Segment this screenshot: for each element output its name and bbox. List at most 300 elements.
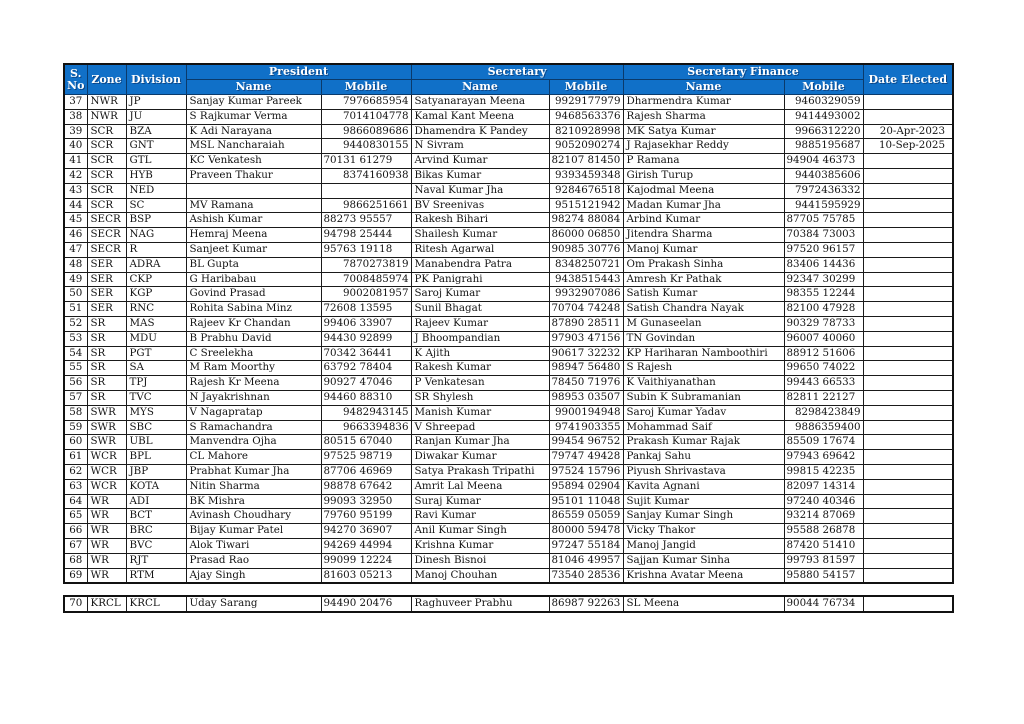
cell-zone: SCR xyxy=(87,198,126,213)
cell-division: BVC xyxy=(126,538,186,553)
cell-sno: 41 xyxy=(64,154,87,169)
cell-s_name: Krishna Kumar xyxy=(411,538,549,553)
cell-division: HYB xyxy=(126,168,186,183)
cell-zone: SCR xyxy=(87,183,126,198)
cell-date xyxy=(863,450,953,465)
cell-p_name: Uday Sarang xyxy=(186,596,321,612)
cell-p_name: B Prabhu David xyxy=(186,331,321,346)
cell-f_name: Mohammad Saif xyxy=(623,420,784,435)
cell-p_mobile: 9866251661 xyxy=(321,198,411,213)
cell-date xyxy=(863,154,953,169)
cell-zone: SCR xyxy=(87,168,126,183)
cell-p_mobile: 79760 95199 xyxy=(321,509,411,524)
cell-p_name: N Jayakrishnan xyxy=(186,390,321,405)
cell-sno: 55 xyxy=(64,361,87,376)
cell-zone: SR xyxy=(87,316,126,331)
cell-p_mobile: 95763 19118 xyxy=(321,242,411,257)
table-row xyxy=(64,95,953,110)
cell-p_name: Prasad Rao xyxy=(186,553,321,568)
header-secretary-finance-name: Name xyxy=(623,80,784,95)
cell-division: R xyxy=(126,242,186,257)
cell-p_name: Rajeev Kr Chandan xyxy=(186,316,321,331)
cell-date xyxy=(863,287,953,302)
cell-f_name: Manoj Jangid xyxy=(623,538,784,553)
cell-s_mobile: 97524 15796 xyxy=(549,464,623,479)
cell-s_mobile: 79747 49428 xyxy=(549,450,623,465)
cell-s_mobile: 9900194948 xyxy=(549,405,623,420)
cell-p_mobile: 81603 05213 xyxy=(321,568,411,583)
cell-s_name: J Bhoompandian xyxy=(411,331,549,346)
krcl-table-body xyxy=(64,596,953,612)
cell-f_mobile: 9414493002 xyxy=(784,109,863,124)
cell-f_mobile: 94904 46373 xyxy=(784,154,863,169)
cell-f_name: KP Hariharan Namboothiri xyxy=(623,346,784,361)
cell-s_mobile: 87890 28511 xyxy=(549,316,623,331)
cell-f_mobile: 9460329059 xyxy=(784,95,863,110)
cell-sno: 67 xyxy=(64,538,87,553)
cell-division: KGP xyxy=(126,287,186,302)
cell-p_mobile: 87706 46969 xyxy=(321,464,411,479)
cell-sno: 39 xyxy=(64,124,87,139)
cell-p_mobile: 99406 33907 xyxy=(321,316,411,331)
cell-p_name: S Rajkumar Verma xyxy=(186,109,321,124)
cell-date xyxy=(863,242,953,257)
cell-p_mobile: 9866089686 xyxy=(321,124,411,139)
cell-f_name: Kavita Agnani xyxy=(623,479,784,494)
cell-zone: SWR xyxy=(87,420,126,435)
cell-zone: SR xyxy=(87,376,126,391)
cell-p_name: Govind Prasad xyxy=(186,287,321,302)
cell-s_name: PK Panigrahi xyxy=(411,272,549,287)
cell-sno: 63 xyxy=(64,479,87,494)
table-row xyxy=(64,479,953,494)
cell-date xyxy=(863,376,953,391)
cell-zone: SER xyxy=(87,287,126,302)
krcl-row-table xyxy=(63,595,954,613)
cell-date xyxy=(863,509,953,524)
cell-sno: 38 xyxy=(64,109,87,124)
cell-s_mobile: 99454 96752 xyxy=(549,435,623,450)
cell-p_mobile: 80515 67040 xyxy=(321,435,411,450)
cell-s_name: Naval Kumar Jha xyxy=(411,183,549,198)
cell-division: GTL xyxy=(126,154,186,169)
cell-division: SC xyxy=(126,198,186,213)
cell-s_mobile: 9932907086 xyxy=(549,287,623,302)
table-row xyxy=(64,198,953,213)
cell-s_name: Amrit Lal Meena xyxy=(411,479,549,494)
cell-zone: SWR xyxy=(87,435,126,450)
cell-p_name: Praveen Thakur xyxy=(186,168,321,183)
cell-sno: 44 xyxy=(64,198,87,213)
cell-s_mobile: 8210928998 xyxy=(549,124,623,139)
cell-s_name: Anil Kumar Singh xyxy=(411,524,549,539)
cell-zone: WCR xyxy=(87,464,126,479)
table-row xyxy=(64,509,953,524)
header-secretary-finance-mobile: Mobile xyxy=(784,80,863,95)
cell-zone: SR xyxy=(87,390,126,405)
cell-division: GNT xyxy=(126,139,186,154)
cell-f_name: Sanjay Kumar Singh xyxy=(623,509,784,524)
table-row xyxy=(64,228,953,243)
cell-zone: SCR xyxy=(87,154,126,169)
cell-division: BRC xyxy=(126,524,186,539)
cell-division: BZA xyxy=(126,124,186,139)
cell-zone: SCR xyxy=(87,124,126,139)
cell-zone: SER xyxy=(87,302,126,317)
cell-s_mobile: 86000 06850 xyxy=(549,228,623,243)
cell-division: BSP xyxy=(126,213,186,228)
cell-f_name: Manoj Kumar xyxy=(623,242,784,257)
cell-s_name: Sunil Bhagat xyxy=(411,302,549,317)
cell-p_mobile: 9482943145 xyxy=(321,405,411,420)
cell-date: 20-Apr-2023 xyxy=(863,124,953,139)
cell-p_mobile: 72608 13595 xyxy=(321,302,411,317)
cell-s_mobile: 90617 32232 xyxy=(549,346,623,361)
cell-f_name: Subin K Subramanian xyxy=(623,390,784,405)
cell-p_name: M Ram Moorthy xyxy=(186,361,321,376)
cell-s_name: V Shreepad xyxy=(411,420,549,435)
cell-s_name: Dhamendra K Pandey xyxy=(411,124,549,139)
table-row xyxy=(64,242,953,257)
cell-date xyxy=(863,346,953,361)
cell-f_name: Sajjan Kumar Sinha xyxy=(623,553,784,568)
cell-f_name: Krishna Avatar Meena xyxy=(623,568,784,583)
cell-date xyxy=(863,524,953,539)
office-bearers-table xyxy=(63,63,954,584)
cell-p_name: Ajay Singh xyxy=(186,568,321,583)
cell-zone: SWR xyxy=(87,405,126,420)
cell-date xyxy=(863,596,953,612)
cell-p_name: CL Mahore xyxy=(186,450,321,465)
cell-division: KRCL xyxy=(126,596,186,612)
cell-f_mobile: 83406 14436 xyxy=(784,257,863,272)
cell-s_mobile: 98953 03507 xyxy=(549,390,623,405)
cell-division: JBP xyxy=(126,464,186,479)
table-row xyxy=(64,302,953,317)
cell-s_mobile: 78450 71976 xyxy=(549,376,623,391)
cell-p_mobile: 94270 36907 xyxy=(321,524,411,539)
cell-f_mobile: 87705 75785 xyxy=(784,213,863,228)
cell-f_name: Amresh Kr Pathak xyxy=(623,272,784,287)
cell-f_name: Om Prakash Sinha xyxy=(623,257,784,272)
cell-sno: 58 xyxy=(64,405,87,420)
cell-sno: 60 xyxy=(64,435,87,450)
cell-s_mobile: 8348250721 xyxy=(549,257,623,272)
cell-zone: WR xyxy=(87,509,126,524)
table-row xyxy=(64,257,953,272)
cell-f_name: Madan Kumar Jha xyxy=(623,198,784,213)
cell-p_mobile: 94798 25444 xyxy=(321,228,411,243)
table-body xyxy=(64,95,953,584)
cell-division: MDU xyxy=(126,331,186,346)
cell-date xyxy=(863,168,953,183)
cell-date xyxy=(863,213,953,228)
cell-sno: 53 xyxy=(64,331,87,346)
cell-s_name: Satyanarayan Meena xyxy=(411,95,549,110)
table-row xyxy=(64,346,953,361)
cell-f_name: Girish Turup xyxy=(623,168,784,183)
cell-sno: 50 xyxy=(64,287,87,302)
cell-p_mobile: 7014104778 xyxy=(321,109,411,124)
cell-zone: NWR xyxy=(87,109,126,124)
table-row xyxy=(64,376,953,391)
cell-division: BCT xyxy=(126,509,186,524)
cell-division: NAG xyxy=(126,228,186,243)
cell-s_mobile: 98274 88084 xyxy=(549,213,623,228)
cell-division: PGT xyxy=(126,346,186,361)
cell-sno: 65 xyxy=(64,509,87,524)
cell-f_name: K Vaithiyanathan xyxy=(623,376,784,391)
cell-f_mobile: 99443 66533 xyxy=(784,376,863,391)
cell-s_name: Ranjan Kumar Jha xyxy=(411,435,549,450)
cell-f_mobile: 82100 47928 xyxy=(784,302,863,317)
cell-division: ADRA xyxy=(126,257,186,272)
table-row xyxy=(64,124,953,139)
cell-zone: WR xyxy=(87,553,126,568)
cell-f_mobile: 95880 54157 xyxy=(784,568,863,583)
cell-p_name: Ashish Kumar xyxy=(186,213,321,228)
cell-date xyxy=(863,198,953,213)
cell-p_name: Avinash Choudhary xyxy=(186,509,321,524)
table-row xyxy=(64,272,953,287)
cell-sno: 42 xyxy=(64,168,87,183)
header-president-mobile: Mobile xyxy=(321,80,411,95)
cell-date: 10-Sep-2025 xyxy=(863,139,953,154)
cell-p_name: Hemraj Meena xyxy=(186,228,321,243)
cell-sno: 57 xyxy=(64,390,87,405)
cell-s_mobile: 86987 92263 xyxy=(549,596,623,612)
cell-zone: KRCL xyxy=(87,596,126,612)
cell-p_mobile: 7008485974 xyxy=(321,272,411,287)
cell-s_name: Rakesh Bihari xyxy=(411,213,549,228)
cell-p_mobile: 94430 92899 xyxy=(321,331,411,346)
cell-f_mobile: 97520 96157 xyxy=(784,242,863,257)
cell-f_mobile: 9440385606 xyxy=(784,168,863,183)
cell-p_name: C Sreelekha xyxy=(186,346,321,361)
cell-f_mobile: 97943 69642 xyxy=(784,450,863,465)
cell-p_mobile xyxy=(321,183,411,198)
cell-p_mobile: 99099 12224 xyxy=(321,553,411,568)
cell-date xyxy=(863,302,953,317)
cell-s_mobile: 9052090274 xyxy=(549,139,623,154)
table-row xyxy=(64,450,953,465)
cell-p_mobile: 70342 36441 xyxy=(321,346,411,361)
cell-s_mobile: 90985 30776 xyxy=(549,242,623,257)
cell-s_name: Arvind Kumar xyxy=(411,154,549,169)
cell-p_mobile: 90927 47046 xyxy=(321,376,411,391)
cell-s_name: Saroj Kumar xyxy=(411,287,549,302)
cell-f_mobile: 92347 30299 xyxy=(784,272,863,287)
cell-zone: SCR xyxy=(87,139,126,154)
cell-p_name: Rajesh Kr Meena xyxy=(186,376,321,391)
cell-f_name: Vicky Thakor xyxy=(623,524,784,539)
cell-p_mobile: 94460 88310 xyxy=(321,390,411,405)
table-row xyxy=(64,287,953,302)
cell-zone: WR xyxy=(87,494,126,509)
cell-f_name: TN Govindan xyxy=(623,331,784,346)
cell-sno: 47 xyxy=(64,242,87,257)
cell-s_name: Ravi Kumar xyxy=(411,509,549,524)
cell-s_mobile: 73540 28536 xyxy=(549,568,623,583)
cell-p_mobile: 8374160938 xyxy=(321,168,411,183)
table-row xyxy=(64,390,953,405)
header-division: Division xyxy=(126,64,186,95)
cell-f_name: Sujit Kumar xyxy=(623,494,784,509)
cell-f_name: Pankaj Sahu xyxy=(623,450,784,465)
cell-s_mobile: 95894 02904 xyxy=(549,479,623,494)
header-sno xyxy=(64,64,87,95)
header-zone: Zone xyxy=(87,64,126,95)
table-row xyxy=(64,524,953,539)
cell-f_mobile: 70384 73003 xyxy=(784,228,863,243)
cell-s_mobile: 97903 47156 xyxy=(549,331,623,346)
table-row xyxy=(64,435,953,450)
cell-p_mobile: 98878 67642 xyxy=(321,479,411,494)
header-secretary-mobile: Mobile xyxy=(549,80,623,95)
cell-division: NED xyxy=(126,183,186,198)
cell-division: BPL xyxy=(126,450,186,465)
cell-date xyxy=(863,568,953,583)
cell-s_name: Manish Kumar xyxy=(411,405,549,420)
cell-date xyxy=(863,553,953,568)
cell-s_name: Satya Prakash Tripathi xyxy=(411,464,549,479)
cell-date xyxy=(863,538,953,553)
cell-f_mobile: 82811 22127 xyxy=(784,390,863,405)
cell-s_name: Bikas Kumar xyxy=(411,168,549,183)
cell-sno: 46 xyxy=(64,228,87,243)
table-row xyxy=(64,553,953,568)
cell-division: ADI xyxy=(126,494,186,509)
cell-p_name: Rohita Sabina Minz xyxy=(186,302,321,317)
cell-s_mobile: 9393459348 xyxy=(549,168,623,183)
cell-division: MAS xyxy=(126,316,186,331)
cell-p_mobile: 9002081957 xyxy=(321,287,411,302)
cell-s_mobile: 9284676518 xyxy=(549,183,623,198)
header-date-elected: Date Elected xyxy=(863,64,953,95)
cell-s_name: N Sivram xyxy=(411,139,549,154)
cell-f_mobile: 9966312220 xyxy=(784,124,863,139)
table-row xyxy=(64,331,953,346)
cell-f_name: Arbind Kumar xyxy=(623,213,784,228)
cell-date xyxy=(863,494,953,509)
header-president-name: Name xyxy=(186,80,321,95)
cell-p_mobile: 94269 44994 xyxy=(321,538,411,553)
cell-p_name xyxy=(186,183,321,198)
cell-s_name: Ritesh Agarwal xyxy=(411,242,549,257)
cell-sno: 51 xyxy=(64,302,87,317)
cell-p_name: MV Ramana xyxy=(186,198,321,213)
cell-f_name: Piyush Shrivastava xyxy=(623,464,784,479)
cell-division: MYS xyxy=(126,405,186,420)
cell-division: RTM xyxy=(126,568,186,583)
table-row xyxy=(64,596,953,612)
cell-f_name: Prakash Kumar Rajak xyxy=(623,435,784,450)
cell-division: KOTA xyxy=(126,479,186,494)
table-header xyxy=(64,64,953,95)
cell-f_mobile: 99815 42235 xyxy=(784,464,863,479)
cell-p_name: S Ramachandra xyxy=(186,420,321,435)
cell-p_name: Bijay Kumar Patel xyxy=(186,524,321,539)
table-row xyxy=(64,494,953,509)
cell-date xyxy=(863,331,953,346)
cell-sno: 40 xyxy=(64,139,87,154)
cell-f_name: Kajodmal Meena xyxy=(623,183,784,198)
table-row xyxy=(64,405,953,420)
cell-p_name: K Adi Narayana xyxy=(186,124,321,139)
cell-zone: SECR xyxy=(87,213,126,228)
cell-s_mobile: 95101 11048 xyxy=(549,494,623,509)
cell-s_mobile: 81046 49957 xyxy=(549,553,623,568)
cell-p_mobile: 97525 98719 xyxy=(321,450,411,465)
cell-date xyxy=(863,257,953,272)
cell-f_mobile: 82097 14314 xyxy=(784,479,863,494)
cell-zone: SECR xyxy=(87,242,126,257)
cell-division: JU xyxy=(126,109,186,124)
cell-f_name: Satish Chandra Nayak xyxy=(623,302,784,317)
table-row xyxy=(64,420,953,435)
cell-p_mobile: 94490 20476 xyxy=(321,596,411,612)
cell-s_name: Kamal Kant Meena xyxy=(411,109,549,124)
cell-f_mobile: 96007 40060 xyxy=(784,331,863,346)
cell-zone: SR xyxy=(87,331,126,346)
cell-division: JP xyxy=(126,95,186,110)
cell-p_name: Manvendra Ojha xyxy=(186,435,321,450)
cell-sno: 61 xyxy=(64,450,87,465)
cell-p_name: MSL Nancharaiah xyxy=(186,139,321,154)
cell-p_mobile: 99093 32950 xyxy=(321,494,411,509)
table-row xyxy=(64,538,953,553)
cell-date xyxy=(863,420,953,435)
table-row xyxy=(64,183,953,198)
cell-p_name: KC Venkatesh xyxy=(186,154,321,169)
header-president: President xyxy=(186,64,411,80)
cell-sno: 66 xyxy=(64,524,87,539)
cell-f_mobile: 88912 51606 xyxy=(784,346,863,361)
cell-p_name: Sanjay Kumar Pareek xyxy=(186,95,321,110)
cell-f_mobile: 8298423849 xyxy=(784,405,863,420)
cell-p_mobile: 88273 95557 xyxy=(321,213,411,228)
cell-sno: 64 xyxy=(64,494,87,509)
cell-s_name: Rakesh Kumar xyxy=(411,361,549,376)
cell-s_name: K Ajith xyxy=(411,346,549,361)
cell-s_mobile: 97247 55184 xyxy=(549,538,623,553)
cell-f_mobile: 90329 78733 xyxy=(784,316,863,331)
cell-s_mobile: 9515121942 xyxy=(549,198,623,213)
cell-sno: 45 xyxy=(64,213,87,228)
cell-p_mobile: 7976685954 xyxy=(321,95,411,110)
cell-zone: WCR xyxy=(87,479,126,494)
cell-f_name: Saroj Kumar Yadav xyxy=(623,405,784,420)
cell-f_name: J Rajasekhar Reddy xyxy=(623,139,784,154)
cell-s_mobile: 70704 74248 xyxy=(549,302,623,317)
cell-f_mobile: 97240 40346 xyxy=(784,494,863,509)
cell-zone: NWR xyxy=(87,95,126,110)
cell-date xyxy=(863,228,953,243)
cell-sno: 70 xyxy=(64,596,87,612)
cell-p_name: BK Mishra xyxy=(186,494,321,509)
cell-p_name: G Haribabau xyxy=(186,272,321,287)
table-row xyxy=(64,316,953,331)
cell-s_name: P Venkatesan xyxy=(411,376,549,391)
cell-p_mobile: 63792 78404 xyxy=(321,361,411,376)
cell-f_name: S Rajesh xyxy=(623,361,784,376)
cell-division: RNC xyxy=(126,302,186,317)
cell-p_mobile: 7870273819 xyxy=(321,257,411,272)
cell-f_name: Rajesh Sharma xyxy=(623,109,784,124)
cell-zone: SECR xyxy=(87,228,126,243)
cell-s_mobile: 82107 81450 xyxy=(549,154,623,169)
cell-date xyxy=(863,390,953,405)
